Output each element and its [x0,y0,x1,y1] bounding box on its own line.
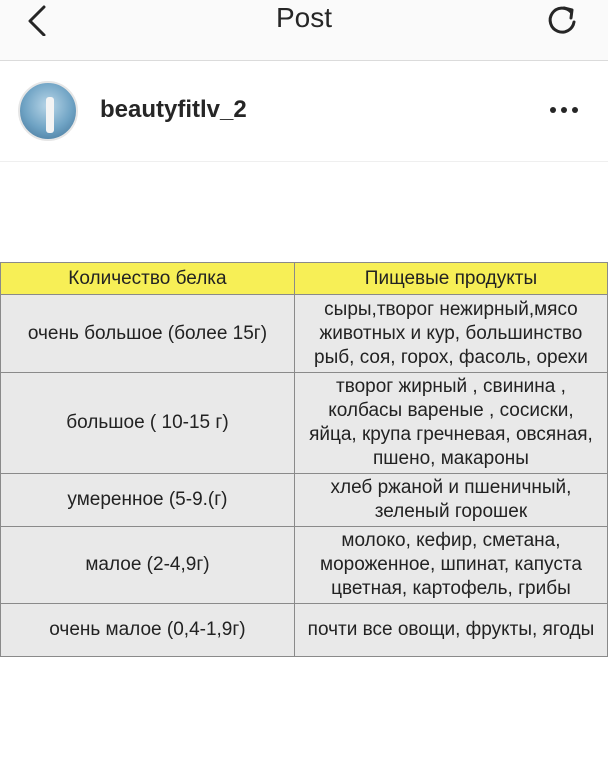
amount-cell: большое ( 10-15 г) [1,373,295,474]
foods-cell [294,527,607,604]
amount-cell: очень малое (0,4-1,9г) [1,604,295,657]
table-row [1,474,608,527]
foods-line: пшено, макароны [372,448,529,469]
table-header-foods: Пищевые продукты [294,263,607,295]
page-title: Post [275,2,333,33]
top-bar [0,0,608,61]
avatar-figure [46,97,54,133]
table-row [1,373,608,474]
table-row [1,604,608,657]
foods-line: зеленый горошек [374,501,528,522]
foods-cell [294,604,607,657]
amount-cell: малое (2-4,9г) [1,527,295,604]
foods-line: животных и кур, большинство [319,322,583,344]
post-image [0,162,608,770]
avatar[interactable] [18,81,78,141]
post-header [0,61,608,162]
foods-line: рыб, соя, горох, фасоль, орехи [314,346,588,368]
foods-line: яйца, крупа гречневая, овсяная, [309,424,593,445]
foods-cell [294,295,607,373]
table-header-amount: Количество белка [1,263,295,295]
protein-table [0,262,608,657]
foods-line: молоко, кефир, сметана, [341,530,561,551]
foods-cell [294,474,607,527]
foods-line: почти все овощи, фрукты, ягоды [307,619,595,640]
foods-line: хлеб ржаной и пшеничный, [330,477,572,498]
foods-line: сыры,творог нежирный,мясо [324,298,578,320]
foods-line: мороженное, шпинат, капуста [320,554,582,575]
username-link[interactable]: beautyfitlv_2 [100,96,247,123]
more-options-icon[interactable] [548,105,580,115]
table-row [1,527,608,604]
amount-cell: умеренное (5-9.(г) [1,474,295,527]
table-row [1,295,608,373]
foods-line: колбасы вареные , сосиски, [328,400,574,421]
foods-line: творог жирный , свинина , [336,376,566,397]
foods-line: цветная, картофель, грибы [331,578,571,599]
amount-cell: очень большое (более 15г) [1,295,295,373]
refresh-icon[interactable] [544,2,580,38]
foods-cell [294,373,607,474]
